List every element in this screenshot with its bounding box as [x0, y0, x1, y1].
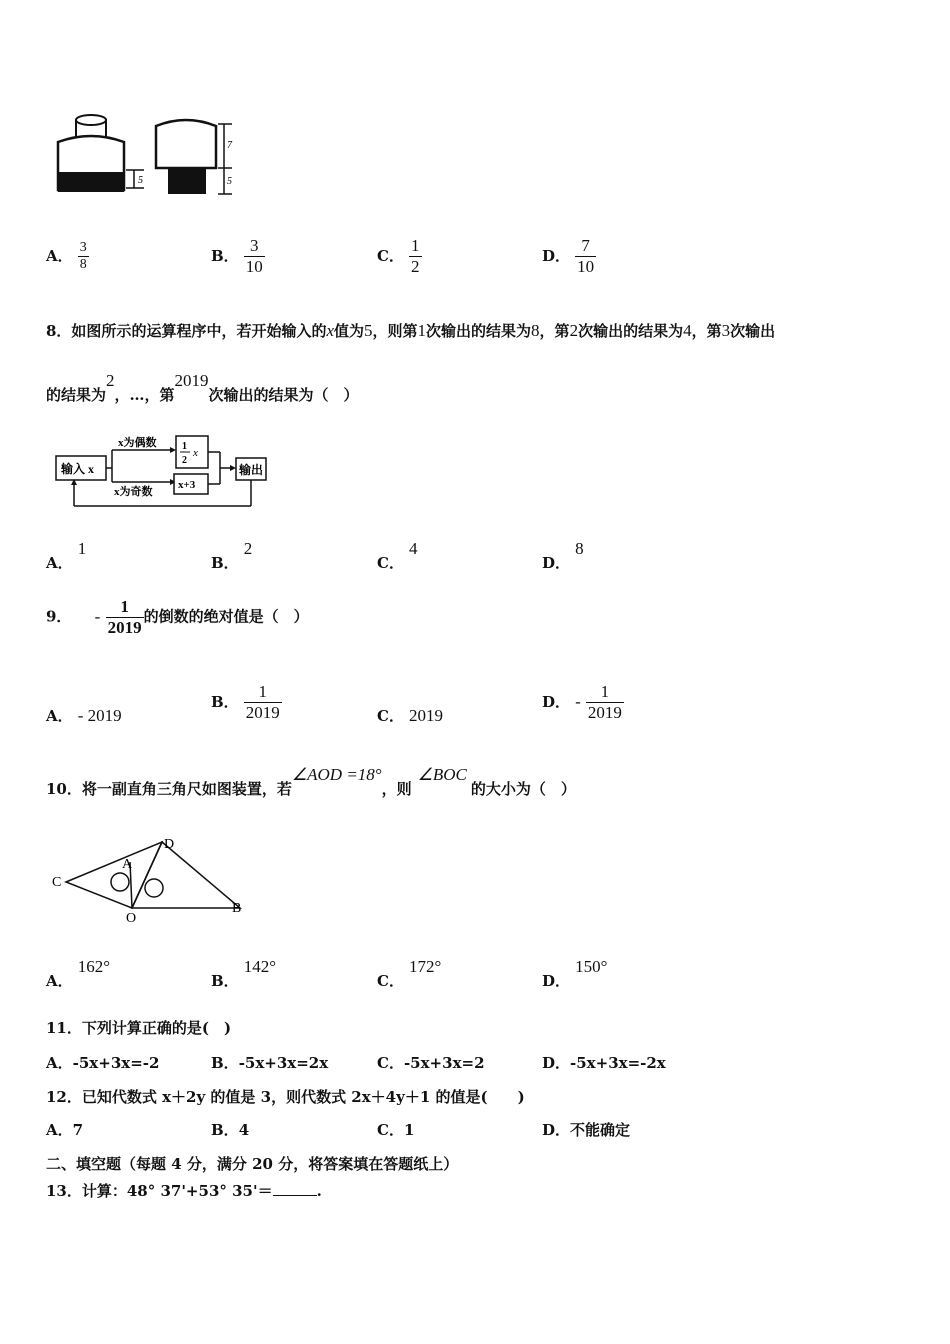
- flow-half-den: 2: [182, 455, 187, 466]
- frac-num: 7: [581, 236, 590, 255]
- frac-num: 1: [258, 682, 268, 701]
- q10-option-c[interactable]: [377, 956, 442, 990]
- frac-num: 1: [600, 682, 610, 701]
- frac-den: 2019: [245, 703, 280, 722]
- option-value: 162°: [77, 957, 111, 976]
- q8-flowchart: [52, 432, 277, 512]
- flow-odd: x为奇数: [114, 486, 153, 498]
- q8-option-d[interactable]: [542, 538, 584, 572]
- q11-option-c[interactable]: [377, 1052, 485, 1073]
- flow-output: 输出: [239, 463, 264, 477]
- option-letter: B．: [211, 247, 239, 265]
- frac-den: 8: [79, 257, 87, 272]
- option-value: 8: [575, 539, 584, 558]
- q8-option-c[interactable]: [377, 538, 418, 572]
- section-2-heading: 二、填空题（每题 4 分，满分 20 分，将答案填在答题纸上）: [46, 1155, 459, 1173]
- q10-option-b[interactable]: [211, 956, 277, 990]
- option-value: - 2019: [77, 706, 122, 725]
- option-value: -5x+3x=2: [403, 1054, 485, 1072]
- q8-option-a[interactable]: [46, 538, 87, 572]
- q10-stem: 10．将一副直角三角尺如图装置，若∠AOD =18°，则∠BOC的大小为（ ）: [46, 765, 576, 798]
- q10-option-d[interactable]: [542, 956, 608, 990]
- point-c-label: C: [52, 875, 62, 890]
- q9-option-a[interactable]: [46, 705, 122, 726]
- option-value: 4: [238, 1121, 250, 1139]
- q9-option-c[interactable]: [377, 705, 443, 726]
- q12-option-a[interactable]: [46, 1119, 83, 1140]
- q12-stem: 12．已知代数式 x＋2y 的值是 3，则代数式 2x＋4y＋1 的值是( ): [46, 1088, 525, 1106]
- frac-den: 10: [245, 257, 263, 276]
- option-value: 142°: [243, 957, 277, 976]
- q9-option-d[interactable]: [542, 682, 624, 723]
- q9-option-b[interactable]: [211, 682, 282, 723]
- option-value: -5x+3x=-2: [72, 1054, 160, 1072]
- option-letter: B．: [211, 1054, 239, 1072]
- q11-option-a[interactable]: [46, 1052, 159, 1073]
- q9-stem: 9． - $\frac{1}{2019}$ 的倒数的绝对值是（ ）: [46, 597, 309, 637]
- option-letter: C．: [377, 972, 404, 990]
- q7-option-d[interactable]: [542, 236, 596, 277]
- frac-num: 1: [411, 236, 420, 255]
- option-letter: D．: [542, 693, 571, 711]
- option-value: 150°: [575, 957, 608, 976]
- q8-stem-line2: 的结果为2，…，第2019次输出的结果为（ ）: [46, 371, 359, 404]
- option-value: 2: [243, 539, 253, 558]
- option-letter: B．: [211, 1121, 239, 1139]
- frac-num: 3: [250, 236, 259, 255]
- frac-num: 3: [79, 240, 87, 255]
- q7-right-bottom-dim: 5: [227, 176, 232, 187]
- option-value: 172°: [409, 957, 442, 976]
- option-letter: A．: [46, 1121, 73, 1139]
- point-a-label: A: [122, 857, 133, 872]
- q8-stem-line1: 8．如图所示的运算程序中，若开始输入的x值为5，则第1次输出的结果为8，第2次输出的结果为4，第3次输出: [46, 321, 776, 340]
- q11-option-d[interactable]: [542, 1052, 666, 1073]
- q11-option-b[interactable]: [211, 1052, 328, 1073]
- q12-option-c[interactable]: [377, 1119, 414, 1140]
- option-letter: B．: [211, 554, 239, 572]
- option-value: 1: [77, 539, 87, 558]
- q7-right-top-dim: 7: [227, 140, 232, 151]
- option-value: 7: [72, 1121, 84, 1139]
- option-letter: A．: [46, 707, 73, 725]
- q10-option-a[interactable]: [46, 956, 111, 990]
- flow-even: x为偶数: [118, 437, 157, 449]
- option-letter: C．: [377, 247, 404, 265]
- flow-half-num: 1: [182, 441, 187, 452]
- option-letter: C．: [377, 1121, 404, 1139]
- q12-option-d[interactable]: [542, 1119, 630, 1140]
- option-value: -5x+3x=2x: [238, 1054, 329, 1072]
- option-letter: A．: [46, 972, 73, 990]
- option-letter: C．: [377, 1054, 404, 1072]
- option-letter: A．: [46, 247, 73, 265]
- point-d-label: D: [164, 837, 175, 852]
- q8-option-b[interactable]: [211, 538, 253, 572]
- option-sign: -: [575, 692, 581, 711]
- frac-den: 10: [577, 257, 595, 276]
- option-letter: B．: [211, 693, 239, 711]
- option-letter: C．: [377, 707, 404, 725]
- frac-den: 2: [411, 257, 420, 276]
- option-letter: D．: [542, 1121, 571, 1139]
- q10-triangle-figure: [50, 832, 250, 924]
- q7-option-b[interactable]: [211, 236, 265, 277]
- option-letter: A．: [46, 554, 73, 572]
- q12-option-b[interactable]: [211, 1119, 249, 1140]
- option-letter: D．: [542, 1054, 571, 1072]
- option-value: 1: [403, 1121, 415, 1139]
- frac-den: 2019: [587, 703, 622, 722]
- q7-option-a[interactable]: [46, 240, 89, 273]
- option-letter: D．: [542, 972, 571, 990]
- option-letter: D．: [542, 247, 571, 265]
- point-b-label: B: [232, 901, 242, 916]
- option-letter: B．: [211, 972, 239, 990]
- option-value: 4: [409, 539, 418, 558]
- option-letter: A．: [46, 1054, 73, 1072]
- answer-blank[interactable]: [273, 1181, 317, 1196]
- option-letter: C．: [377, 554, 404, 572]
- q7-left-dim: 5: [138, 175, 143, 186]
- option-letter: D．: [542, 554, 571, 572]
- q7-cylinder-figure: [52, 112, 242, 202]
- q13-stem: 13．计算：48° 37'+53° 35'＝ .: [46, 1182, 322, 1200]
- point-o-label: O: [126, 911, 137, 924]
- flow-input: 输入 x: [61, 462, 95, 476]
- option-value: 2019: [409, 706, 444, 725]
- option-value: 不能确定: [570, 1121, 631, 1139]
- option-value: -5x+3x=-2x: [570, 1054, 666, 1072]
- flow-half-x: x: [193, 447, 198, 459]
- q11-stem: 11．下列计算正确的是( ): [46, 1019, 232, 1037]
- q7-option-c[interactable]: [377, 236, 422, 277]
- flow-plus: x+3: [178, 479, 196, 491]
